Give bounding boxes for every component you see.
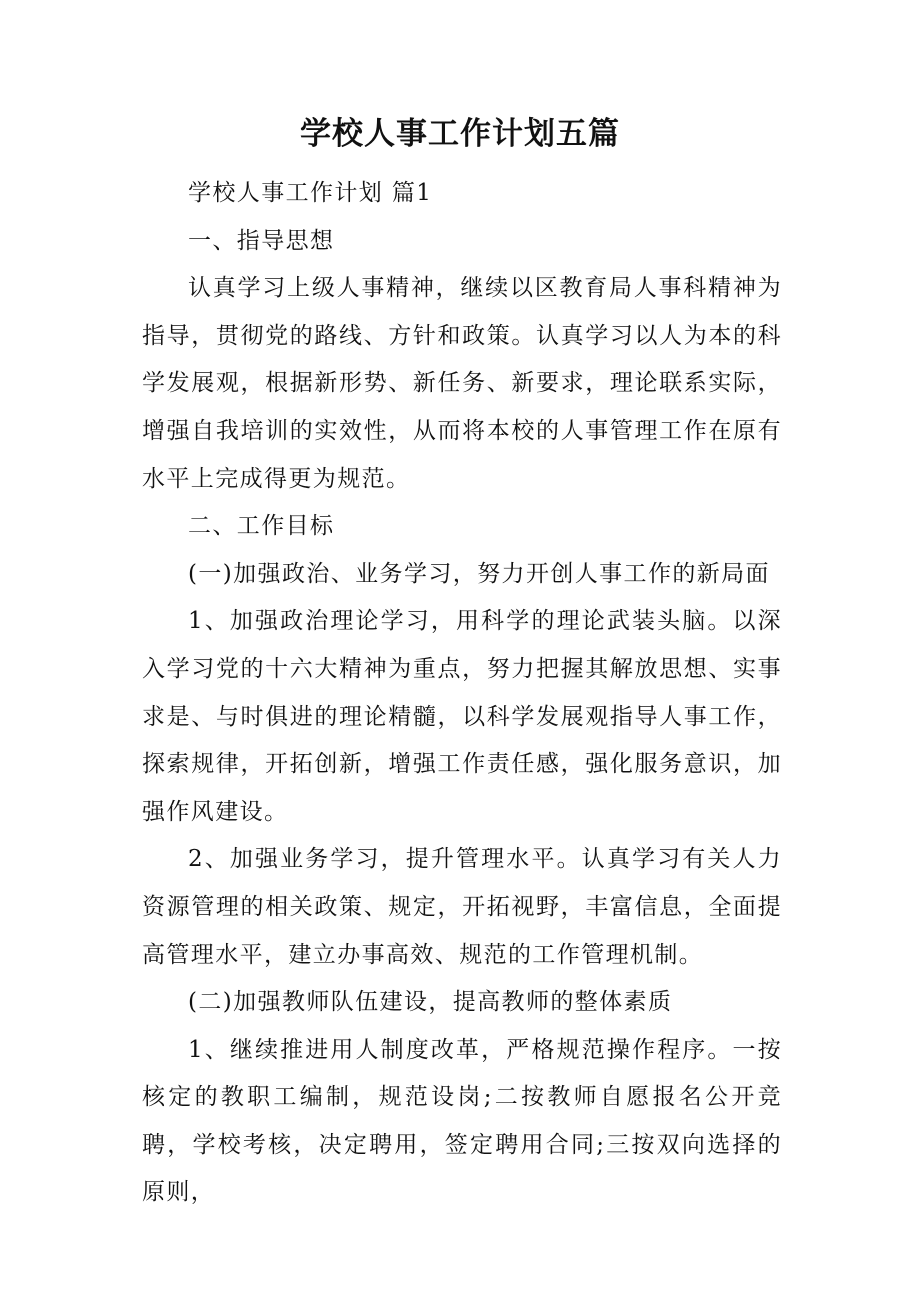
section-heading: 学校人事工作计划 篇1 bbox=[188, 180, 433, 206]
paragraph: 2、加强业务学习，提升管理水平。认真学习有关人力资源管理的相关政策、规定，开拓视野，丰富信息，全面提高管理水平，建立办事高效、规范的工作管理机制。 bbox=[142, 846, 782, 968]
paragraph: 认真学习上级人事精神，继续以区教育局人事科精神为指导，贯彻党的路线、方针和政策。认真学习以人为本的科学发展观，根据新形势、新任务、新要求，理论联系实际，增强自我培训的实效性，从而将本校的人事管理工作在原有水平上完成得更为规范。 bbox=[142, 275, 782, 492]
subheading: (一)加强政治、业务学习，努力开创人事工作的新局面 bbox=[188, 560, 770, 587]
paragraph: 1、继续推进用人制度改革，严格规范操作程序。一按核定的教职工编制，规范设岗;二按教师自愿报名公开竞聘，学校考核，决定聘用，签定聘用合同;三按双向选择的原则， bbox=[142, 1036, 782, 1206]
document-body bbox=[142, 170, 782, 1217]
paragraph: 1、加强政治理论学习，用科学的理论武装头脑。以深入学习党的十六大精神为重点，努力把握其解放思想、实事求是、与时俱进的理论精髓，以科学发展观指导人事工作，探索规律，开拓创新，增强工作责任感，强化服务意识，加强作风建设。 bbox=[142, 608, 782, 825]
subheading: (二)加强教师队伍建设，提高教师的整体素质 bbox=[188, 989, 673, 1016]
subheading: 二、工作目标 bbox=[188, 513, 335, 540]
document-title: 学校人事工作计划五篇 bbox=[300, 116, 620, 152]
subheading: 一、指导思想 bbox=[188, 227, 335, 254]
